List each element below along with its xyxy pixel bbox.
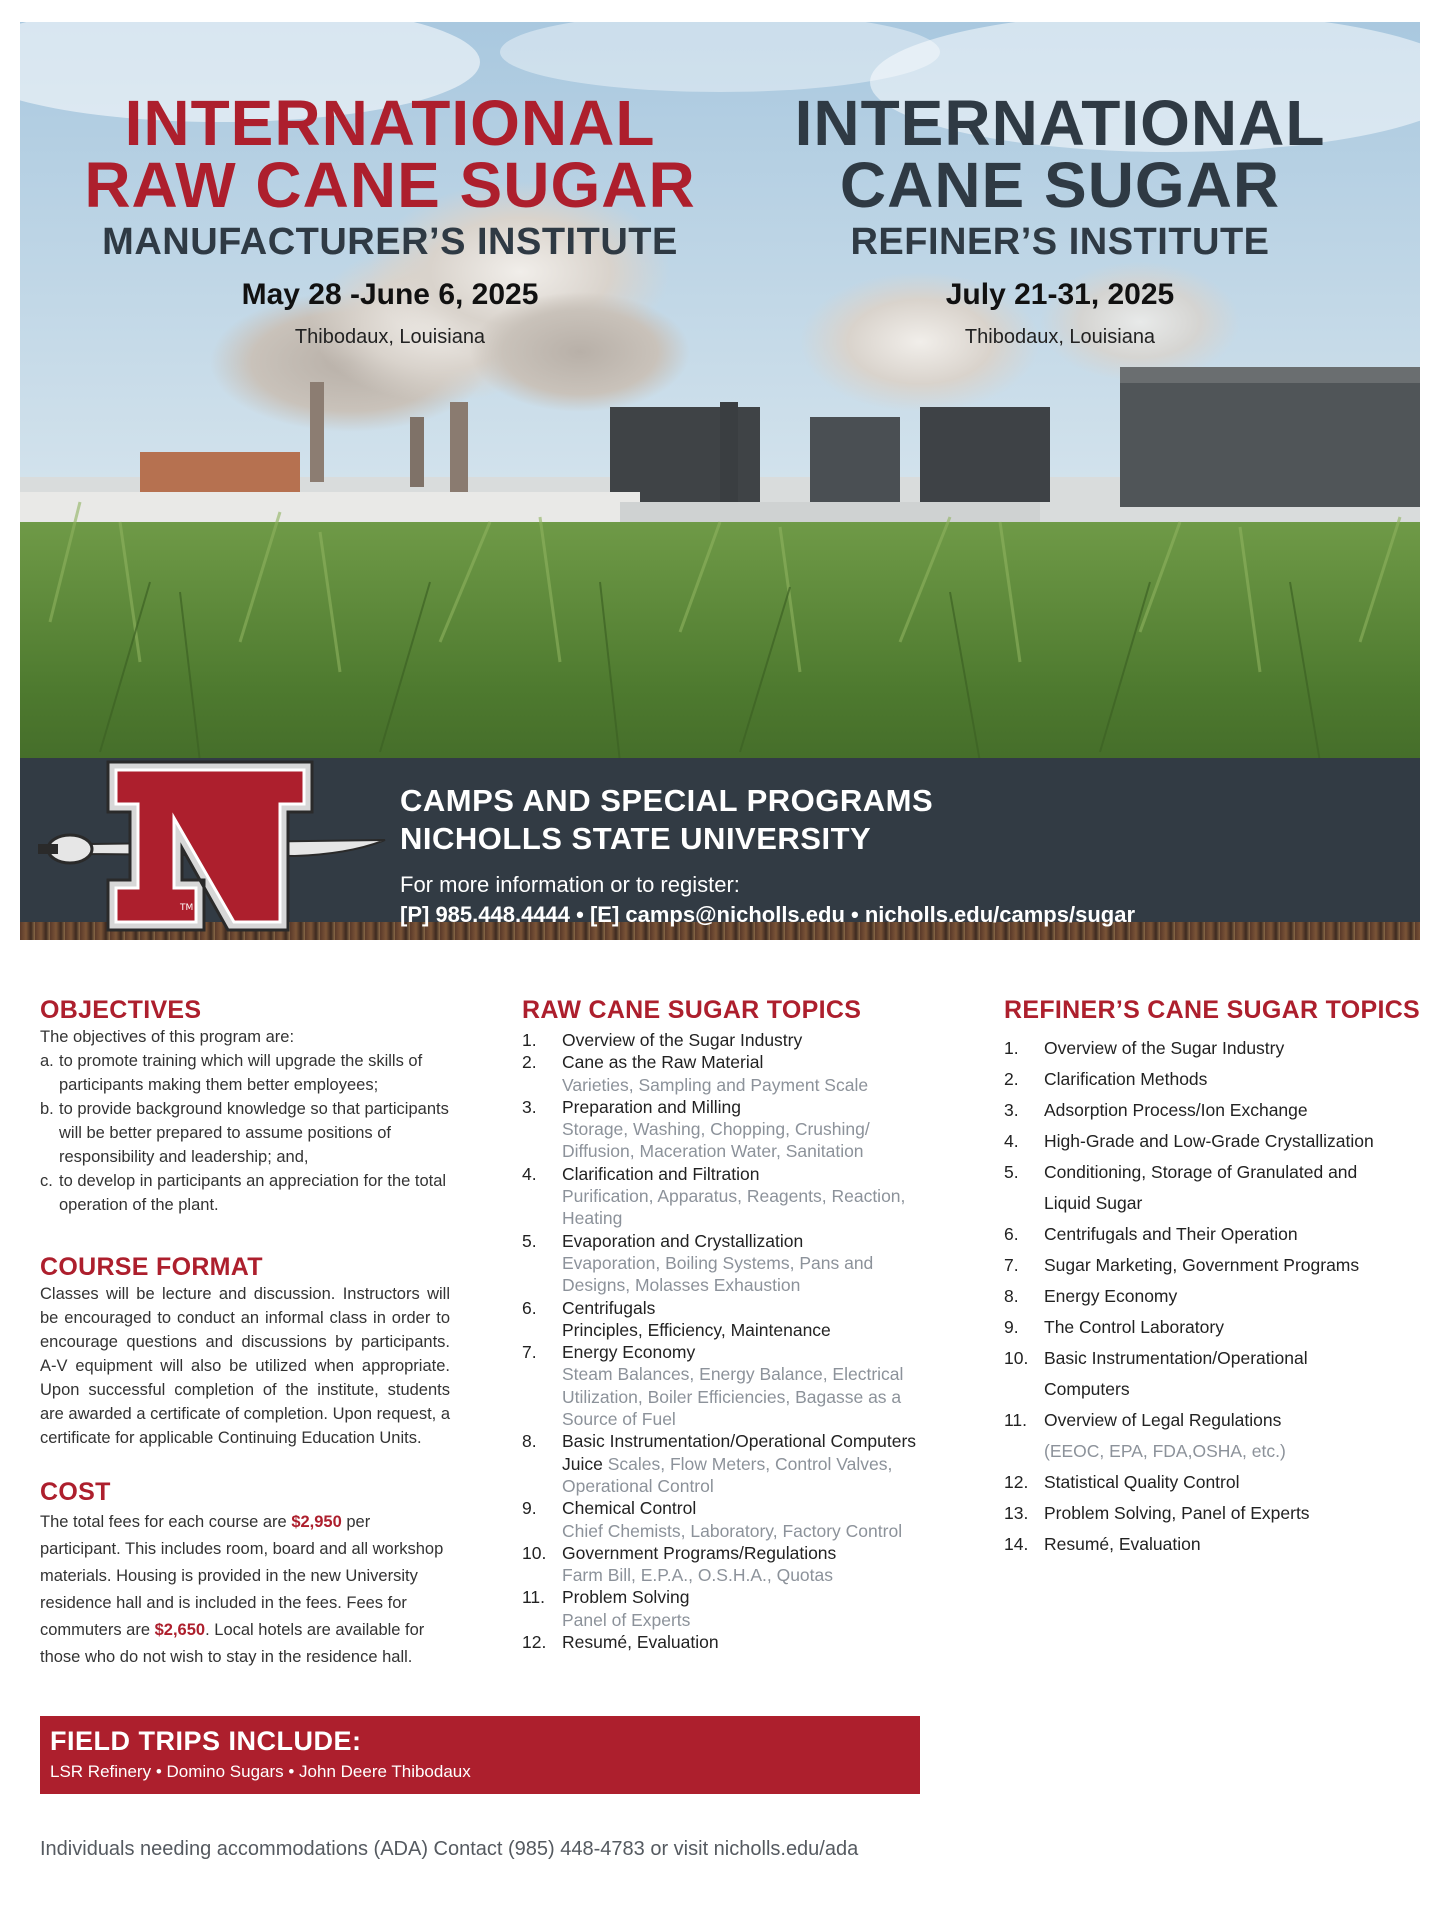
list-item: 10. Government Programs/Regulations Farm Bill, E.P.A., O.S.H.A., Quotas bbox=[522, 1542, 837, 1586]
list-item: 4. Clarification and Filtration Purification, Apparatus, Reagents, Reaction, Heating bbox=[522, 1163, 906, 1229]
register-info: For more information or to register: bbox=[400, 872, 740, 897]
field-trips-items: LSR Refinery • Domino Sugars • John Deere Thibodaux bbox=[50, 1762, 471, 1781]
nicholls-n-sword-logo bbox=[30, 752, 400, 940]
event-title-line2: CANE SUGAR bbox=[839, 149, 1281, 221]
list-item: 6. Centrifugals and Their Operation bbox=[1004, 1224, 1298, 1244]
cost-text: The total fees for each course are $2,950 per participant. This includes room, board and all workshop materials. Housing is provided in the new University residence hall and is included in the fees. Fees for commuters are $2,650. Local hotels are available for those who do not wish to stay in the residence hall. bbox=[40, 1513, 444, 1666]
refiner-event-header bbox=[750, 87, 1370, 349]
event-subtitle: MANUFACTURER’S INSTITUTE bbox=[102, 221, 678, 263]
ada-notice: Individuals needing accommodations (ADA) Contact (985) 448-4783 or visit nicholls.edu/ada bbox=[40, 1838, 859, 1860]
contact-banner bbox=[20, 752, 1420, 940]
list-item: 5. Evaporation and Crystallization Evaporation, Boiling Systems, Pans and Designs, Molasses Exhaustion bbox=[522, 1230, 874, 1296]
field-trips-heading: FIELD TRIPS INCLUDE: bbox=[50, 1726, 362, 1756]
course-price: $2,950 bbox=[291, 1513, 342, 1531]
event-dates: July 21-31, 2025 bbox=[945, 278, 1175, 311]
raw-topics-list bbox=[522, 1029, 942, 1653]
list-item: 3. Preparation and Milling Storage, Washing, Chopping, Crushing/ Diffusion, Maceration Water, Sanitation bbox=[522, 1096, 870, 1162]
list-item: 14. Resumé, Evaluation bbox=[1004, 1534, 1201, 1554]
list-item: a. to promote training which will upgrade the skills of participants making them better employees; bbox=[40, 1052, 423, 1094]
event-location: Thibodaux, Louisiana bbox=[964, 326, 1156, 348]
list-item: 10. Basic Instrumentation/Operational Computers bbox=[1004, 1348, 1308, 1399]
banner-title-line1: CAMPS AND SPECIAL PROGRAMS bbox=[400, 783, 934, 818]
course-format-text: Classes will be lecture and discussion. Instructors will be encouraged to conduct an informal class in order to encourage questions and discussions by participants. A-V equipment will also be utilized when appropriate. Upon successful completion of the institute, students are awarded a certificate of completion. Upon request, a certificate for applicable Continuing Education Units. bbox=[40, 1285, 450, 1447]
list-item: b. to provide background knowledge so that participants will be better prepared to assume positions of responsibility and leadership; and, bbox=[40, 1100, 449, 1166]
banner-title-line2: NICHOLLS STATE UNIVERSITY bbox=[400, 821, 872, 856]
list-item: 12. Resumé, Evaluation bbox=[522, 1632, 719, 1653]
event-dates: May 28 -June 6, 2025 bbox=[241, 278, 539, 311]
logo-trademark: TM bbox=[180, 903, 194, 913]
contact-line[interactable]: [P] 985.448.4444 • [E] camps@nicholls.edu • nicholls.edu/camps/sugar bbox=[400, 902, 1136, 927]
event-location: Thibodaux, Louisiana bbox=[294, 326, 486, 348]
list-item: 2. Cane as the Raw Material Varieties, Sampling and Payment Scale bbox=[522, 1052, 869, 1095]
list-item: c. to develop in participants an appreciation for the total operation of the plant. bbox=[40, 1172, 447, 1214]
raw-topics-heading: RAW CANE SUGAR TOPICS bbox=[522, 996, 862, 1024]
refiner-topics-column bbox=[1004, 996, 1424, 1560]
list-item: 8. Energy Economy bbox=[1004, 1286, 1178, 1306]
list-item: 11. Problem Solving Panel of Experts bbox=[522, 1587, 691, 1630]
objectives-heading: OBJECTIVES bbox=[40, 996, 202, 1024]
list-item: 2. Clarification Methods bbox=[1004, 1069, 1208, 1089]
refiner-topics-list bbox=[1004, 1033, 1424, 1560]
event-title-line1: INTERNATIONAL bbox=[124, 87, 656, 159]
list-item: 8. Basic Instrumentation/Operational Computers Juice Scales, Flow Meters, Control Valves, Operational Control bbox=[522, 1431, 917, 1496]
field-trips-box bbox=[40, 1716, 920, 1794]
list-item: 7. Energy Economy Steam Balances, Energy Balance, Electrical Utilization, Boiler Efficiencies, Bagasse as a Source of Fuel bbox=[522, 1342, 904, 1430]
list-item: 1. Overview of the Sugar Industry bbox=[522, 1030, 803, 1050]
event-subtitle: REFINER’S INSTITUTE bbox=[850, 221, 1270, 263]
list-item: 9. Chemical Control Chief Chemists, Laboratory, Factory Control bbox=[522, 1498, 903, 1541]
left-column bbox=[40, 996, 450, 1671]
list-item: 7. Sugar Marketing, Government Programs bbox=[1004, 1255, 1360, 1275]
list-item: 1. Overview of the Sugar Industry bbox=[1004, 1038, 1285, 1058]
list-item: 13. Problem Solving, Panel of Experts bbox=[1004, 1503, 1310, 1523]
raw-topics-column bbox=[522, 996, 942, 1653]
refiner-topics-heading: REFINER’S CANE SUGAR TOPICS bbox=[1004, 996, 1421, 1024]
hero-banner bbox=[20, 22, 1420, 940]
objectives-list bbox=[40, 1049, 450, 1217]
list-item: 12. Statistical Quality Control bbox=[1004, 1472, 1240, 1492]
commuter-price: $2,650 bbox=[154, 1621, 206, 1639]
banner-text bbox=[400, 782, 1135, 932]
list-item: 4. High-Grade and Low-Grade Crystallization bbox=[1004, 1131, 1374, 1151]
event-title-line1: INTERNATIONAL bbox=[794, 87, 1326, 159]
event-title-line2: RAW CANE SUGAR bbox=[84, 149, 696, 221]
raw-sugar-event-header bbox=[70, 87, 710, 349]
list-item: 6. Centrifugals Principles, Efficiency, Maintenance bbox=[522, 1297, 831, 1340]
list-item: 3. Adsorption Process/Ion Exchange bbox=[1004, 1100, 1308, 1120]
objectives-intro: The objectives of this program are: bbox=[40, 1028, 295, 1046]
list-item: 11. Overview of Legal Regulations (EEOC, EPA, FDA,OSHA, etc.) bbox=[1004, 1410, 1286, 1461]
cost-heading: COST bbox=[40, 1478, 111, 1506]
list-item: 5. Conditioning, Storage of Granulated and Liquid Sugar bbox=[1004, 1162, 1358, 1213]
list-item: 9. The Control Laboratory bbox=[1004, 1317, 1224, 1337]
course-format-heading: COURSE FORMAT bbox=[40, 1253, 263, 1281]
